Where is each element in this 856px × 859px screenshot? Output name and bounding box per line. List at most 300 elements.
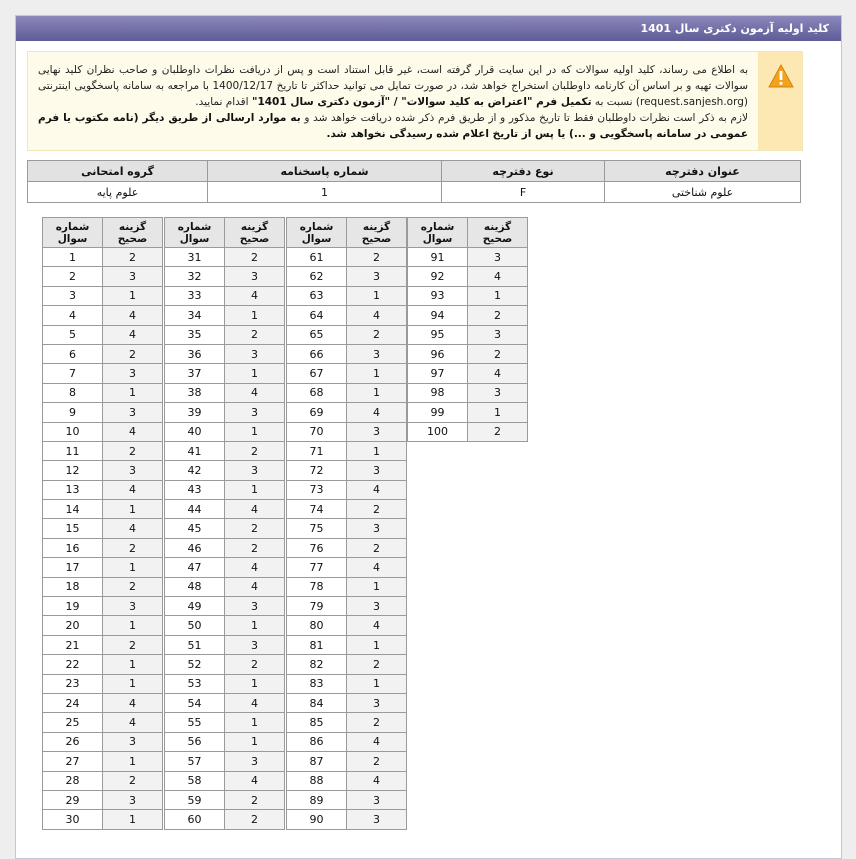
answer-row: [287, 655, 407, 674]
answer-row: [408, 383, 528, 402]
answer-header: گزینه صحیح: [468, 218, 528, 248]
answer-cell: 1: [468, 286, 528, 305]
answer-row: [165, 713, 285, 732]
answer-cell: 1: [103, 558, 163, 577]
answer-cell: 2: [468, 344, 528, 363]
question-number: 58: [165, 771, 225, 790]
answer-row: [287, 286, 407, 305]
answer-row: [43, 325, 163, 344]
question-number: 84: [287, 693, 347, 712]
answer-cell: 4: [347, 558, 407, 577]
question-number: 37: [165, 364, 225, 383]
question-number: 73: [287, 480, 347, 499]
answer-row: [287, 422, 407, 441]
question-number: 75: [287, 519, 347, 538]
answer-cell: 4: [225, 286, 285, 305]
answer-row: [165, 616, 285, 635]
notice-icon-cell: [758, 52, 802, 150]
answer-row: [165, 732, 285, 751]
answer-cell: 2: [347, 655, 407, 674]
question-number: 53: [165, 674, 225, 693]
answer-header: گزینه صحیح: [103, 218, 163, 248]
question-number: 25: [43, 713, 103, 732]
answer-row: [287, 461, 407, 480]
answer-cell: 1: [347, 383, 407, 402]
question-number: 81: [287, 635, 347, 654]
answer-row: [43, 674, 163, 693]
answer-cell: 4: [103, 325, 163, 344]
answer-cell: 1: [103, 752, 163, 771]
answer-row: [287, 267, 407, 286]
answer-cell: 2: [225, 538, 285, 557]
info-header: گروه امتحانی: [28, 161, 208, 182]
question-number: 60: [165, 810, 225, 829]
answer-row: [165, 325, 285, 344]
question-number: 89: [287, 790, 347, 809]
question-number: 28: [43, 771, 103, 790]
answer-row: [287, 519, 407, 538]
question-number: 12: [43, 461, 103, 480]
answer-cell: 4: [468, 267, 528, 286]
answer-cell: 4: [347, 732, 407, 751]
answer-row: [165, 810, 285, 829]
question-number: 61: [287, 248, 347, 267]
answer-cell: 1: [103, 616, 163, 635]
info-header: نوع دفترچه: [442, 161, 605, 182]
answer-cell: 2: [347, 713, 407, 732]
answer-cell: 2: [347, 325, 407, 344]
answer-row: [165, 635, 285, 654]
question-number: 88: [287, 771, 347, 790]
answer-cell: 1: [103, 810, 163, 829]
question-number: 96: [408, 344, 468, 363]
question-number: 39: [165, 403, 225, 422]
answer-cell: 4: [103, 480, 163, 499]
answer-cell: 3: [225, 752, 285, 771]
answer-cell: 2: [103, 577, 163, 596]
answer-cell: 2: [225, 790, 285, 809]
answer-row: [165, 403, 285, 422]
answer-row: [287, 616, 407, 635]
answer-cell: 3: [225, 403, 285, 422]
answer-cell: 3: [347, 461, 407, 480]
question-number: 85: [287, 713, 347, 732]
answer-cell: 3: [103, 364, 163, 383]
answer-cell: 2: [103, 771, 163, 790]
answer-cell: 2: [468, 422, 528, 441]
question-header: شماره سوال: [408, 218, 468, 248]
answer-row: [287, 500, 407, 519]
answer-row: [43, 422, 163, 441]
question-number: 94: [408, 306, 468, 325]
question-number: 26: [43, 732, 103, 751]
question-number: 20: [43, 616, 103, 635]
answer-cell: 2: [468, 306, 528, 325]
answer-row: [165, 441, 285, 460]
warning-icon: [768, 64, 794, 88]
answer-cell: 3: [347, 810, 407, 829]
answer-row: [43, 383, 163, 402]
answer-row: [287, 732, 407, 751]
question-number: 33: [165, 286, 225, 305]
answer-row: [43, 403, 163, 422]
info-cell: 1: [208, 182, 442, 203]
answer-cell: 4: [468, 364, 528, 383]
question-number: 68: [287, 383, 347, 402]
question-number: 87: [287, 752, 347, 771]
question-number: 48: [165, 577, 225, 596]
question-number: 10: [43, 422, 103, 441]
question-number: 16: [43, 538, 103, 557]
question-number: 30: [43, 810, 103, 829]
answer-row: [287, 635, 407, 654]
answer-cell: 3: [347, 790, 407, 809]
answer-cell: 2: [225, 325, 285, 344]
question-number: 66: [287, 344, 347, 363]
answer-cell: 1: [347, 286, 407, 305]
answer-table-4: [407, 217, 528, 442]
answer-cell: 4: [347, 616, 407, 635]
answer-cell: 2: [225, 248, 285, 267]
question-header: شماره سوال: [287, 218, 347, 248]
answer-row: [287, 674, 407, 693]
question-number: 40: [165, 422, 225, 441]
answer-row: [287, 558, 407, 577]
question-number: 82: [287, 655, 347, 674]
booklet-info-table: [27, 160, 801, 203]
answer-cell: 1: [103, 286, 163, 305]
answer-row: [43, 538, 163, 557]
answer-cell: 3: [347, 519, 407, 538]
answer-row: [408, 248, 528, 267]
answer-row: [43, 441, 163, 460]
question-number: 70: [287, 422, 347, 441]
answer-cell: 3: [347, 344, 407, 363]
answer-cell: 3: [103, 732, 163, 751]
answer-cell: 3: [347, 597, 407, 616]
info-row: [28, 182, 801, 203]
answer-row: [287, 480, 407, 499]
answer-cell: 4: [103, 713, 163, 732]
notice-bold1: تکمیل فرم "اعتراض به کلید سوالات" / "آزمون دکتری سال 1401": [251, 96, 592, 108]
answer-cell: 1: [103, 383, 163, 402]
answer-cell: 3: [225, 344, 285, 363]
answer-cell: 3: [103, 597, 163, 616]
answer-row: [287, 597, 407, 616]
answer-row: [43, 616, 163, 635]
question-number: 42: [165, 461, 225, 480]
answer-cell: 1: [103, 674, 163, 693]
answer-row: [287, 403, 407, 422]
question-number: 34: [165, 306, 225, 325]
answer-row: [165, 248, 285, 267]
answer-cell: 3: [468, 325, 528, 344]
notice-text: [38, 62, 748, 142]
question-number: 59: [165, 790, 225, 809]
question-number: 17: [43, 558, 103, 577]
answer-row: [165, 422, 285, 441]
answer-row: [43, 771, 163, 790]
answer-cell: 4: [347, 480, 407, 499]
answer-row: [165, 597, 285, 616]
answer-cell: 3: [347, 422, 407, 441]
notice-part1: به اطلاع می رساند، کلید اولیه سوالات که در این سایت قرار گرفته است، غیر قابل استناد است و پس از دریافت نظرات داوطلبان و صاحب نظران کلید نهایی سوالات تهیه و بر اساس آن کارنامه داوطلبان استخراج خواهد شد، در صورت تمایل می توانید حداکثر تا تاریخ 1400/12/17 با مراجعه به سامانه پاسخگویی اینترنتی (request.sanjesh.org) نسبت به: [38, 64, 749, 108]
question-number: 69: [287, 403, 347, 422]
answer-row: [408, 364, 528, 383]
question-number: 72: [287, 461, 347, 480]
answer-cell: 4: [347, 771, 407, 790]
question-number: 46: [165, 538, 225, 557]
answer-row: [43, 693, 163, 712]
answer-cell: 2: [347, 500, 407, 519]
question-header: شماره سوال: [165, 218, 225, 248]
question-number: 93: [408, 286, 468, 305]
question-number: 64: [287, 306, 347, 325]
question-number: 32: [165, 267, 225, 286]
answer-row: [43, 597, 163, 616]
answer-row: [408, 422, 528, 441]
answer-row: [165, 771, 285, 790]
answer-cell: 4: [103, 306, 163, 325]
answer-row: [43, 306, 163, 325]
answer-cell: 2: [347, 538, 407, 557]
answer-cell: 1: [103, 500, 163, 519]
answer-cell: 4: [347, 306, 407, 325]
answer-row: [287, 383, 407, 402]
answer-row: [165, 286, 285, 305]
question-number: 24: [43, 693, 103, 712]
answer-cell: 4: [225, 771, 285, 790]
answer-header-row: [165, 218, 285, 248]
answer-row: [43, 461, 163, 480]
question-number: 29: [43, 790, 103, 809]
answer-row: [43, 267, 163, 286]
answer-cell: 1: [347, 441, 407, 460]
question-number: 43: [165, 480, 225, 499]
info-header: شماره پاسخنامه: [208, 161, 442, 182]
question-number: 4: [43, 306, 103, 325]
answer-cell: 1: [225, 422, 285, 441]
answer-cell: 4: [347, 403, 407, 422]
question-number: 47: [165, 558, 225, 577]
answer-cell: 2: [347, 752, 407, 771]
answer-cell: 2: [103, 538, 163, 557]
answer-cell: 3: [468, 383, 528, 402]
question-number: 95: [408, 325, 468, 344]
question-number: 52: [165, 655, 225, 674]
answer-row: [287, 364, 407, 383]
answer-row: [287, 248, 407, 267]
answer-row: [165, 383, 285, 402]
answer-cell: 1: [347, 674, 407, 693]
question-number: 8: [43, 383, 103, 402]
answer-cell: 2: [103, 344, 163, 363]
question-number: 18: [43, 577, 103, 596]
answer-row: [43, 752, 163, 771]
question-number: 54: [165, 693, 225, 712]
answer-row: [287, 810, 407, 829]
question-number: 27: [43, 752, 103, 771]
answer-header-row: [43, 218, 163, 248]
question-number: 36: [165, 344, 225, 363]
answer-row: [287, 538, 407, 557]
question-number: 44: [165, 500, 225, 519]
answer-cell: 1: [225, 732, 285, 751]
answer-row: [165, 364, 285, 383]
answer-cell: 4: [225, 383, 285, 402]
question-header: شماره سوال: [43, 218, 103, 248]
question-number: 55: [165, 713, 225, 732]
answer-cell: 1: [347, 364, 407, 383]
question-number: 65: [287, 325, 347, 344]
question-number: 14: [43, 500, 103, 519]
answer-row: [287, 771, 407, 790]
question-number: 86: [287, 732, 347, 751]
answer-row: [43, 577, 163, 596]
answer-row: [287, 325, 407, 344]
info-cell: علوم شناختی: [605, 182, 801, 203]
answer-row: [287, 344, 407, 363]
answer-row: [165, 500, 285, 519]
answer-cell: 3: [103, 267, 163, 286]
answer-cell: 4: [225, 558, 285, 577]
answer-cell: 4: [103, 693, 163, 712]
question-number: 92: [408, 267, 468, 286]
answer-table-2: [164, 217, 285, 830]
answer-cell: 1: [468, 403, 528, 422]
answer-cell: 3: [103, 790, 163, 809]
question-number: 9: [43, 403, 103, 422]
answer-cell: 3: [225, 597, 285, 616]
question-number: 11: [43, 441, 103, 460]
answer-cell: 3: [347, 693, 407, 712]
answer-cell: 1: [225, 674, 285, 693]
answer-cell: 1: [225, 364, 285, 383]
question-number: 6: [43, 344, 103, 363]
answer-header: گزینه صحیح: [225, 218, 285, 248]
answer-row: [165, 344, 285, 363]
answer-cell: 1: [225, 616, 285, 635]
info-header-row: [28, 161, 801, 182]
answer-cell: 2: [103, 635, 163, 654]
answer-row: [408, 267, 528, 286]
answer-row: [43, 286, 163, 305]
answer-row: [165, 693, 285, 712]
answer-cell: 2: [347, 248, 407, 267]
answer-row: [43, 635, 163, 654]
answer-row: [43, 519, 163, 538]
question-number: 35: [165, 325, 225, 344]
panel-title: کلید اولیه آزمون دکتری سال 1401: [16, 16, 841, 41]
question-number: 57: [165, 752, 225, 771]
answer-cell: 3: [103, 403, 163, 422]
question-number: 56: [165, 732, 225, 751]
answer-cell: 3: [225, 635, 285, 654]
answer-header: گزینه صحیح: [347, 218, 407, 248]
answer-row: [165, 306, 285, 325]
answer-cell: 1: [225, 306, 285, 325]
answer-cell: 1: [347, 577, 407, 596]
answer-cell: 3: [347, 267, 407, 286]
info-cell: علوم پایه: [28, 182, 208, 203]
answer-row: [165, 461, 285, 480]
answer-row: [165, 577, 285, 596]
notice-part3: لازم به ذکر است نظرات داوطلبان فقط تا تاریخ مذکور و از طریق فرم ذکر شده دریافت خواهد شد و: [304, 112, 748, 124]
notice-part2: اقدام نمایید.: [195, 96, 249, 108]
question-number: 83: [287, 674, 347, 693]
answer-cell: 2: [225, 519, 285, 538]
answer-row: [165, 538, 285, 557]
answer-row: [408, 344, 528, 363]
answer-row: [43, 248, 163, 267]
answer-row: [43, 364, 163, 383]
question-number: 13: [43, 480, 103, 499]
answer-cell: 4: [103, 422, 163, 441]
answer-row: [165, 519, 285, 538]
answer-row: [408, 403, 528, 422]
answer-cell: 1: [225, 480, 285, 499]
answer-cell: 2: [225, 441, 285, 460]
question-number: 3: [43, 286, 103, 305]
question-number: 91: [408, 248, 468, 267]
question-number: 80: [287, 616, 347, 635]
answer-header-row: [408, 218, 528, 248]
answer-row: [287, 790, 407, 809]
question-number: 74: [287, 500, 347, 519]
question-number: 50: [165, 616, 225, 635]
question-number: 98: [408, 383, 468, 402]
answer-header-row: [287, 218, 407, 248]
answer-row: [287, 713, 407, 732]
answer-row: [287, 752, 407, 771]
question-number: 90: [287, 810, 347, 829]
answer-row: [43, 790, 163, 809]
question-number: 41: [165, 441, 225, 460]
answer-cell: 3: [225, 461, 285, 480]
answer-cell: 2: [225, 810, 285, 829]
answer-row: [43, 732, 163, 751]
answer-row: [165, 267, 285, 286]
question-number: 97: [408, 364, 468, 383]
question-number: 5: [43, 325, 103, 344]
answer-row: [287, 441, 407, 460]
answer-cell: 2: [225, 655, 285, 674]
answer-cell: 3: [103, 461, 163, 480]
info-cell: F: [442, 182, 605, 203]
question-number: 49: [165, 597, 225, 616]
notice-bold2: به موارد ارسالی از طریق دیگر (نامه مکتوب یا فرم عمومی در سامانه پاسخگویی و ...) یا پس از تاریخ اعلام شده رسیدگی نخواهد شد.: [38, 112, 748, 140]
question-number: 45: [165, 519, 225, 538]
answer-table-3: [286, 217, 407, 830]
answer-cell: 1: [103, 655, 163, 674]
question-number: 21: [43, 635, 103, 654]
answer-row: [43, 500, 163, 519]
question-number: 31: [165, 248, 225, 267]
question-number: 62: [287, 267, 347, 286]
question-number: 76: [287, 538, 347, 557]
answer-row: [43, 480, 163, 499]
question-number: 51: [165, 635, 225, 654]
answer-row: [287, 577, 407, 596]
info-header: عنوان دفترچه: [605, 161, 801, 182]
question-number: 77: [287, 558, 347, 577]
answer-cell: 4: [225, 500, 285, 519]
answer-row: [165, 790, 285, 809]
answer-row: [43, 713, 163, 732]
answer-row: [165, 655, 285, 674]
answer-row: [287, 693, 407, 712]
answer-row: [165, 674, 285, 693]
